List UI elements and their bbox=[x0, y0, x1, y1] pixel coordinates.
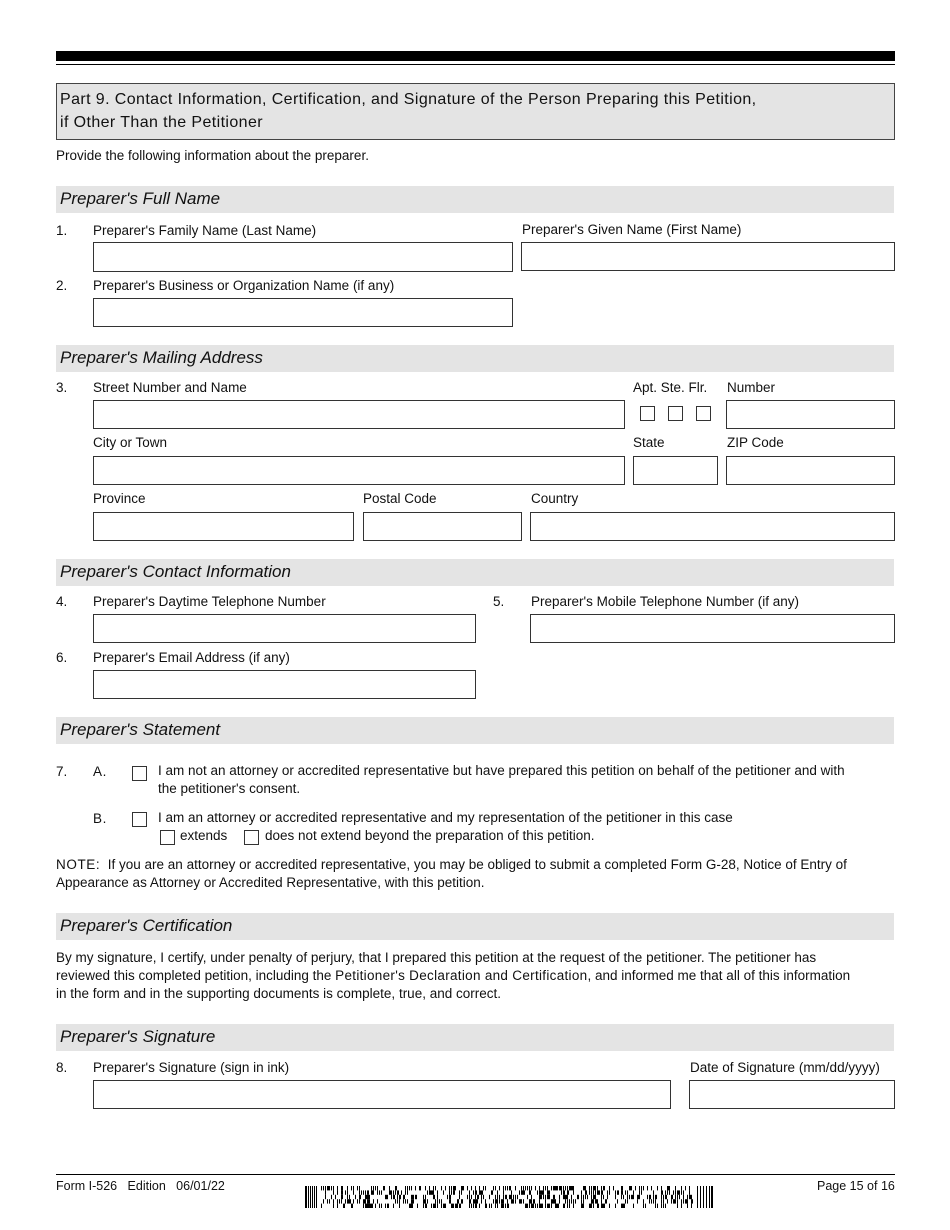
family-name-field[interactable] bbox=[93, 242, 513, 272]
q7a-line1: I am not an attorney or accredited representative but have prepared this petition on behalf of the petitioner and with bbox=[158, 763, 845, 778]
signature-label: Preparer's Signature (sign in ink) bbox=[93, 1060, 290, 1075]
cert-line2-c: , and informed me that all of this information bbox=[587, 968, 851, 983]
q5-number: 5. bbox=[493, 594, 505, 609]
section-full-name-title: Preparer's Full Name bbox=[60, 189, 221, 208]
footer-rule bbox=[56, 1174, 895, 1175]
postal-code-field[interactable] bbox=[363, 512, 522, 541]
note-line1: If you are an attorney or accredited representative, you may be obliged to submit a completed Form G-28, Notice of Entry of bbox=[100, 857, 847, 872]
attorney-checkbox[interactable] bbox=[132, 812, 147, 827]
signature-date-label: Date of Signature (mm/dd/yyyy) bbox=[690, 1060, 880, 1075]
country-field[interactable] bbox=[530, 512, 895, 541]
intro-text: Provide the following information about the preparer. bbox=[56, 148, 369, 163]
section-mailing-address-title: Preparer's Mailing Address bbox=[60, 348, 263, 367]
postal-code-label: Postal Code bbox=[363, 491, 437, 506]
section-contact-info-title: Preparer's Contact Information bbox=[60, 562, 291, 581]
cert-line2-ref: Petitioner's Declaration and Certification bbox=[335, 968, 588, 983]
apt-checkbox[interactable] bbox=[640, 406, 655, 421]
street-label: Street Number and Name bbox=[93, 380, 247, 395]
q1-number: 1. bbox=[56, 223, 68, 238]
part-title-line1: Part 9. Contact Information, Certification, and Signature of the Person Preparing this Petition, bbox=[60, 91, 757, 108]
email-label: Preparer's Email Address (if any) bbox=[93, 650, 290, 665]
mobile-phone-field[interactable] bbox=[530, 614, 895, 643]
zip-label: ZIP Code bbox=[727, 435, 784, 450]
province-label: Province bbox=[93, 491, 146, 506]
given-name-label: Preparer's Given Name (First Name) bbox=[522, 222, 742, 237]
country-label: Country bbox=[531, 491, 579, 506]
section-mailing-address bbox=[56, 345, 894, 372]
apt-number-field[interactable] bbox=[726, 400, 895, 429]
section-certification-title: Preparer's Certification bbox=[60, 916, 233, 935]
section-signature-title: Preparer's Signature bbox=[60, 1027, 216, 1046]
province-field[interactable] bbox=[93, 512, 354, 541]
not-attorney-checkbox[interactable] bbox=[132, 766, 147, 781]
zip-field[interactable] bbox=[726, 456, 895, 485]
extends-label: extends bbox=[180, 828, 228, 843]
mobile-phone-label: Preparer's Mobile Telephone Number (if any) bbox=[531, 594, 799, 609]
cert-line2-a: reviewed this completed petition, including the bbox=[56, 968, 336, 983]
extends-checkbox[interactable] bbox=[160, 830, 175, 845]
q8-number: 8. bbox=[56, 1060, 68, 1075]
top-rule-thick bbox=[56, 51, 895, 61]
note-label: NOTE: bbox=[56, 857, 101, 872]
q7a-text bbox=[158, 762, 895, 798]
signature-date-field[interactable] bbox=[689, 1080, 895, 1109]
footer-page-number: Page 15 of 16 bbox=[817, 1179, 895, 1193]
street-field[interactable] bbox=[93, 400, 625, 429]
cert-line3: in the form and in the supporting documents is complete, true, and correct. bbox=[56, 986, 501, 1001]
section-statement bbox=[56, 717, 894, 744]
q6-number: 6. bbox=[56, 650, 68, 665]
section-full-name bbox=[56, 186, 894, 213]
state-field[interactable] bbox=[633, 456, 718, 485]
q2-number: 2. bbox=[56, 278, 68, 293]
note-line2: Appearance as Attorney or Accredited Representative, with this petition. bbox=[56, 875, 485, 890]
given-name-field[interactable] bbox=[521, 242, 895, 271]
part-title bbox=[60, 88, 850, 134]
ste-checkbox[interactable] bbox=[668, 406, 683, 421]
section-contact-info bbox=[56, 559, 894, 586]
daytime-phone-label: Preparer's Daytime Telephone Number bbox=[93, 594, 326, 609]
barcode-icon bbox=[305, 1186, 713, 1208]
signature-field[interactable] bbox=[93, 1080, 671, 1109]
business-name-field[interactable] bbox=[93, 298, 513, 327]
note-text bbox=[56, 856, 895, 892]
state-label: State bbox=[633, 435, 665, 450]
does-not-extend-label: does not extend beyond the preparation of this petition. bbox=[265, 828, 595, 843]
does-not-extend-checkbox[interactable] bbox=[244, 830, 259, 845]
certification-text bbox=[56, 949, 895, 1003]
apt-ste-flr-label: Apt. Ste. Flr. bbox=[633, 380, 708, 395]
q7b-letter: B. bbox=[93, 811, 107, 826]
city-label: City or Town bbox=[93, 435, 168, 450]
q7b-line1: I am an attorney or accredited representative and my representation of the petitioner in this case bbox=[158, 810, 733, 825]
flr-checkbox[interactable] bbox=[696, 406, 711, 421]
city-field[interactable] bbox=[93, 456, 625, 485]
daytime-phone-field[interactable] bbox=[93, 614, 476, 643]
part-title-line2: if Other Than the Petitioner bbox=[60, 114, 264, 131]
q4-number: 4. bbox=[56, 594, 68, 609]
top-rule-thin bbox=[56, 64, 895, 65]
cert-line1: By my signature, I certify, under penalty of perjury, that I prepared this petition at the request of the petitioner. The petitioner has bbox=[56, 950, 817, 965]
q7a-letter: A. bbox=[93, 764, 107, 779]
family-name-label: Preparer's Family Name (Last Name) bbox=[93, 223, 317, 238]
q3-number: 3. bbox=[56, 380, 68, 395]
section-signature bbox=[56, 1024, 894, 1051]
section-statement-title: Preparer's Statement bbox=[60, 720, 221, 739]
apt-number-label: Number bbox=[727, 380, 776, 395]
q7-number: 7. bbox=[56, 764, 68, 779]
footer-form-id: Form I-526 Edition 06/01/22 bbox=[56, 1179, 225, 1193]
email-field[interactable] bbox=[93, 670, 476, 699]
business-name-label: Preparer's Business or Organization Name (if any) bbox=[93, 278, 395, 293]
section-certification bbox=[56, 913, 894, 940]
q7a-line2: the petitioner's consent. bbox=[158, 781, 301, 796]
